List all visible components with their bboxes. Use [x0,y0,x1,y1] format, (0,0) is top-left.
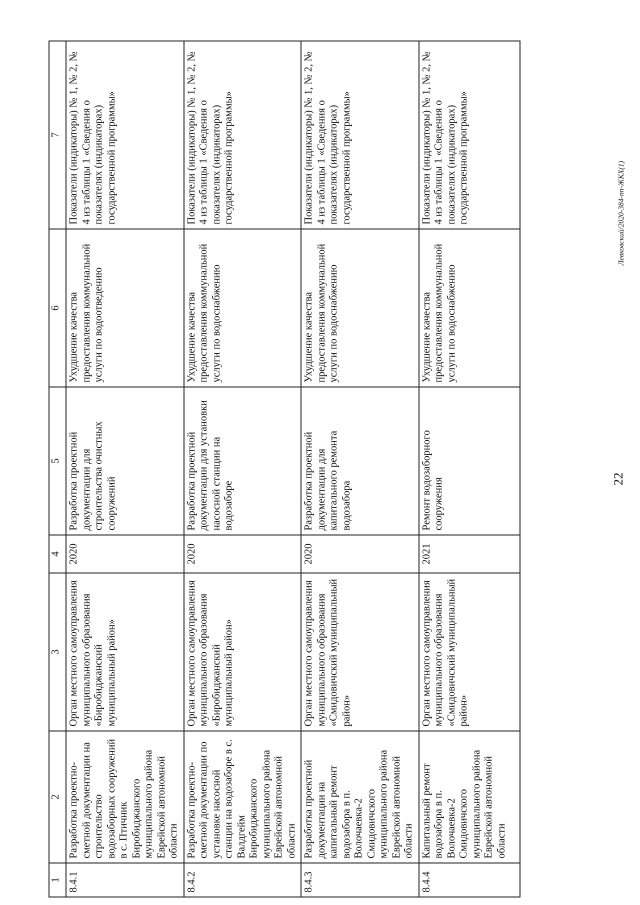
year-cell: 2020 [183,535,301,573]
header-cell: 6 [49,229,66,387]
row-number: 8.4.1 [66,863,184,897]
measure-cell: Разработка проектно-сметной документации по установке насосной станции на водозаборе в с. Валдгейм Биробиджанского муниципального района Еврейской автономной области [183,731,301,863]
table-row [301,41,419,897]
executor-cell: Орган местного самоуправления муниципального образования «Биробиджанский муниципальный район» [183,573,301,731]
row-number: 8.4.3 [301,863,419,897]
measure-cell: Капитальный ремонт водозабора в п. Волочаевка-2 Смидовичского муниципального района Еврейской автономной области [418,731,519,863]
executor-cell: Орган местного самоуправления муниципального образования «Смидовичский муниципальный район» [301,573,419,731]
indicators-cell: Показатели (индикаторы) № 1, № 2, № 4 из таблицы 1 «Сведения о показателях (индикаторах) государственной программы» [183,41,301,229]
header-cell: 1 [49,863,66,897]
consequences-cell: Ухудшение качества предоставления коммунальной услуги по водоснабжению [418,229,519,387]
page-number: 22 [610,472,625,485]
year-cell: 2020 [301,535,419,573]
year-cell: 2020 [66,535,184,573]
table-row [183,41,301,897]
indicators-cell: Показатели (индикаторы) № 1, № 2, № 4 из таблицы 1 «Сведения о показателях (индикаторах) государственной программы» [418,41,519,229]
executor-cell: Орган местного самоуправления муниципального образования «Биробиджанский муниципальный район» [66,573,184,731]
table-row [66,41,184,897]
footer-text: Левковский/2020-384-пп-ЖКХ(1) [616,160,625,265]
consequences-cell: Ухудшение качества предоставления коммунальной услуги по водоснабжению [301,229,419,387]
header-cell: 5 [49,387,66,535]
indicators-cell: Показатели (индикаторы) № 1, № 2, № 4 из таблицы 1 «Сведения о показателях (индикаторах) государственной программы» [301,41,419,229]
measure-cell: Разработка проектно-сметной документации на строительство водозаборных сооружений в с. Птичник Биробиджанского муниципального района Еврейской автономной области [66,731,184,863]
header-cell: 2 [49,731,66,863]
result-cell: Разработка проектной документации для капитального ремонта водозабора [301,387,419,535]
indicators-cell: Показатели (индикаторы) № 1, № 2, № 4 из таблицы 1 «Сведения о показателях (индикаторах) государственной программы» [66,41,184,229]
header-row [49,41,66,897]
row-number: 8.4.4 [418,863,519,897]
result-cell: Разработка проектной документации для установки насосной станции на водозаборе [183,387,301,535]
result-cell: Ремонт водозаборного сооружения [418,387,519,535]
table-row [418,41,519,897]
measures-table [48,40,520,897]
row-number: 8.4.2 [183,863,301,897]
result-cell: Разработка проектной документации для строительства очистных сооружений [66,387,184,535]
header-cell: 4 [49,535,66,573]
header-cell: 3 [49,573,66,731]
measure-cell: Разработка проектной документации на капитальный ремонт водозабора в п. Волочаевка-2 Смидовичского муниципального района Еврейской автономной области [301,731,419,863]
header-cell: 7 [49,41,66,229]
executor-cell: Орган местного самоуправления муниципального образования «Смидовичский муниципальный район» [418,573,519,731]
year-cell: 2021 [418,535,519,573]
consequences-cell: Ухудшение качества предоставления коммунальной услуги по водоотведению [66,229,184,387]
consequences-cell: Ухудшение качества предоставления коммунальной услуги по водоснабжению [183,229,301,387]
